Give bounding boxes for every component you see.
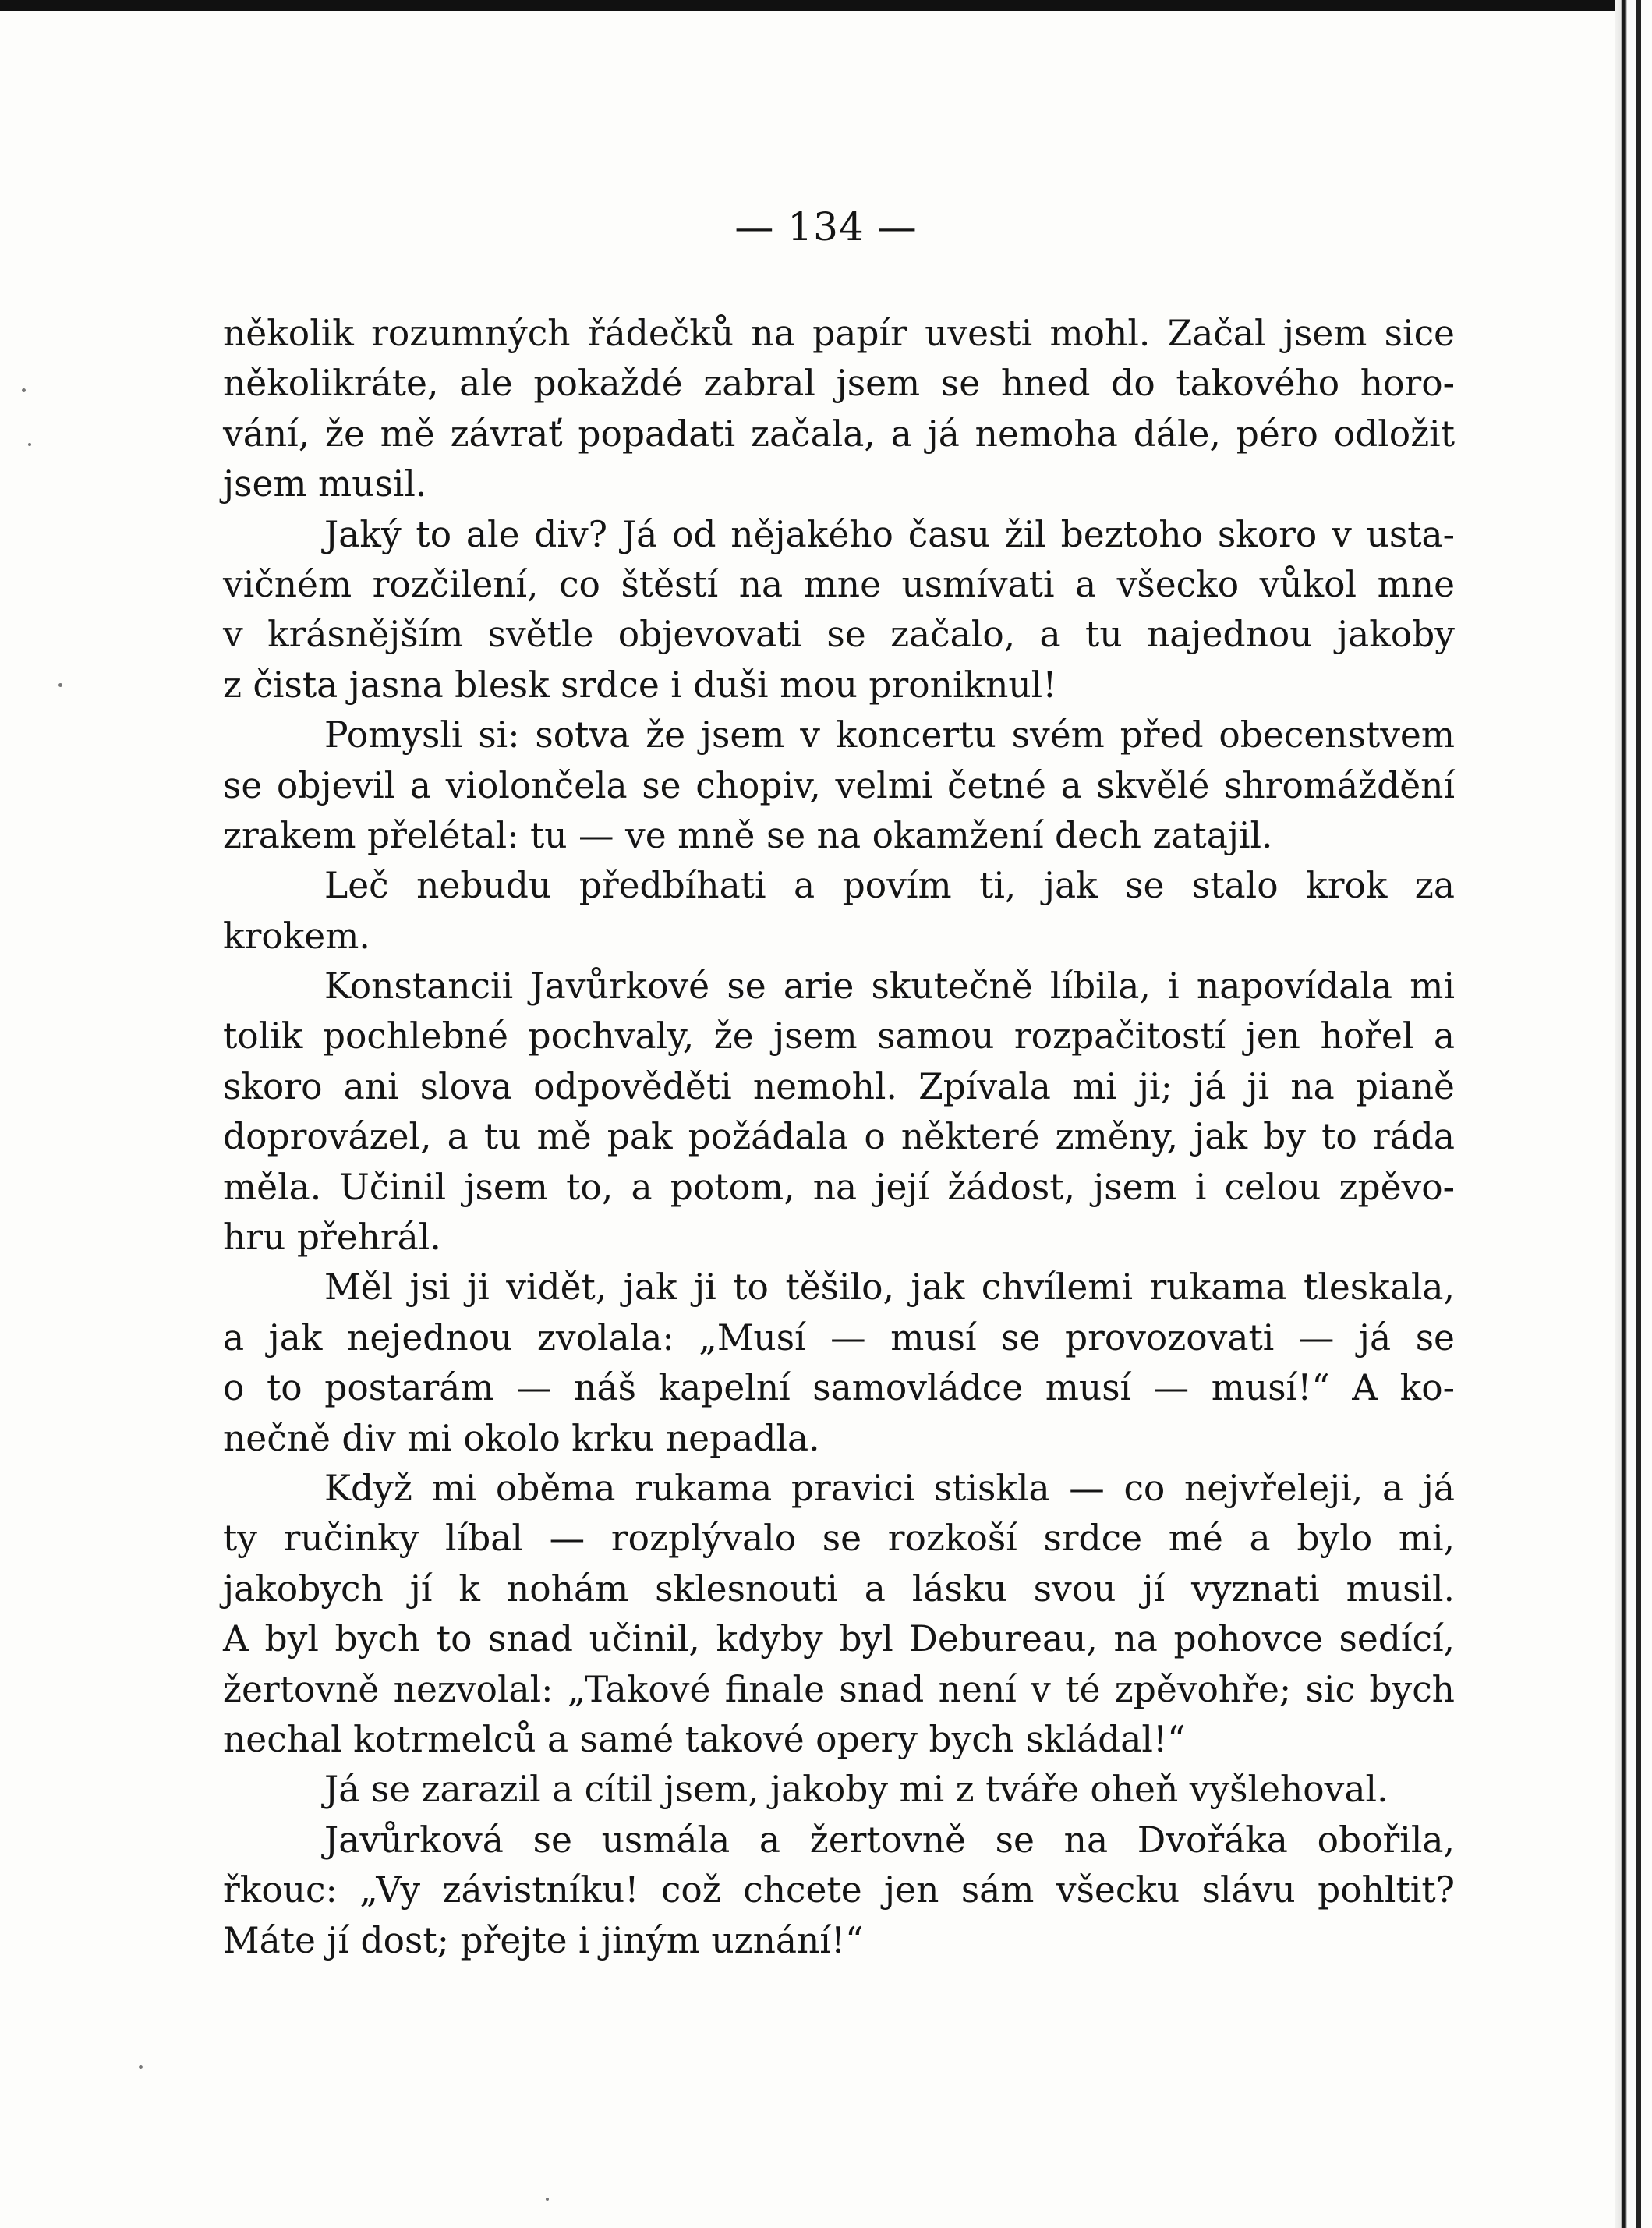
text-line: nečně div mi okolo krku nepadla. (223, 1417, 820, 1459)
text-line: tolik pochlebné pochvaly, že jsem samou rozpačitostí jen hořel a (223, 1015, 1455, 1057)
text-line: Měl jsi ji vidět, jak ji to těšilo, jak chvílemi rukama tleskala, (324, 1266, 1455, 1309)
text-line: nechal kotrmelců a samé takové opery bych skládal!“ (223, 1718, 1186, 1760)
scan-binding-shadow (1636, 0, 1641, 2228)
text-line: jsem musil. (223, 463, 427, 505)
text-line: Javůrková se usmála a žertovně se na Dvořáka obořila, (324, 1819, 1455, 1861)
text-line: Leč nebudu předbíhati a povím ti, jak se stalo krok za (324, 865, 1455, 907)
text-line: doprovázel, a tu mě pak požádala o některé změny, jak by to ráda (223, 1116, 1455, 1158)
paper-speck (546, 2198, 549, 2201)
text-line: v krásnějším světle objevovati se začalo, a tu najednou jakoby (223, 614, 1455, 656)
text-line: řkouc: „Vy závistníku! což chcete jen sám všecku slávu pohltit? (223, 1869, 1455, 1911)
paper-speck (22, 388, 26, 392)
text-line: Pomysli si: sotva že jsem v koncertu svém před obecenstvem (324, 714, 1455, 756)
text-line: Když mi oběma rukama pravici stiskla — co nejvřeleji, a já (324, 1467, 1455, 1509)
text-line: a jak nejednou zvolala: „Musí — musí se provozovati — já se (223, 1316, 1455, 1358)
text-line: o to postarám — náš kapelní samovládce musí — musí!“ A ko- (223, 1367, 1455, 1409)
text-line: hru přehrál. (223, 1217, 441, 1259)
scan-top-edge (0, 0, 1652, 11)
text-line: několikráte, ale pokaždé zabral jsem se hned do takového horo- (223, 363, 1455, 405)
text-line: měla. Učinil jsem to, a potom, na její žádost, jsem i celou zpěvo- (223, 1166, 1455, 1208)
body-text (223, 309, 1455, 1966)
text-line: Já se zarazil a cítil jsem, jakoby mi z tváře oheň vyšlehoval. (324, 1769, 1388, 1811)
text-line: zrakem přelétal: tu — ve mně se na okamžení dech zatajil. (223, 814, 1273, 856)
text-line: vičném rozčilení, co štěstí na mne usmívati a všecko vůkol mne (223, 563, 1455, 605)
text-line: se objevil a violončela se chopiv, velmi četné a skvělé shromáždění (223, 764, 1455, 806)
text-line: vání, že mě závrať popadati začala, a já nemoha dále, péro odložit (223, 413, 1455, 455)
scan-right-edge (1615, 0, 1652, 2228)
text-line: několik rozumných řádečků na papír uvesti mohl. Začal jsem sice (223, 313, 1455, 354)
paper-speck (58, 683, 62, 687)
page-number: — 134 — (734, 204, 918, 250)
paper-speck (28, 443, 31, 446)
text-line: Máte jí dost; přejte i jiným uznání!“ (223, 1919, 864, 1961)
text-line: A byl bych to snad učinil, kdyby byl Debureau, na pohovce sedící, (223, 1618, 1455, 1660)
text-line: ty ručinky líbal — rozplývalo se rozkoší srdce mé a bylo mi, (223, 1518, 1455, 1560)
text-line: Konstancii Javůrkové se arie skutečně líbila, i napovídala mi (324, 965, 1455, 1008)
text-line: krokem. (223, 915, 370, 957)
text-line: z čista jasna blesk srdce i duši mou proniknul! (223, 664, 1057, 706)
text-line: žertovně nezvolal: „Takové finale snad není v té zpěvohře; sic bych (223, 1668, 1455, 1710)
text-line: Jaký to ale div? Já od nějakého času žil beztoho skoro v usta- (324, 513, 1455, 555)
text-line: jakobych jí k nohám sklesnouti a lásku svou jí vyznati musil. (223, 1567, 1455, 1610)
paper-speck (139, 2065, 143, 2069)
text-line: skoro ani slova odpověděti nemohl. Zpívala mi ji; já ji na pianě (223, 1065, 1455, 1107)
